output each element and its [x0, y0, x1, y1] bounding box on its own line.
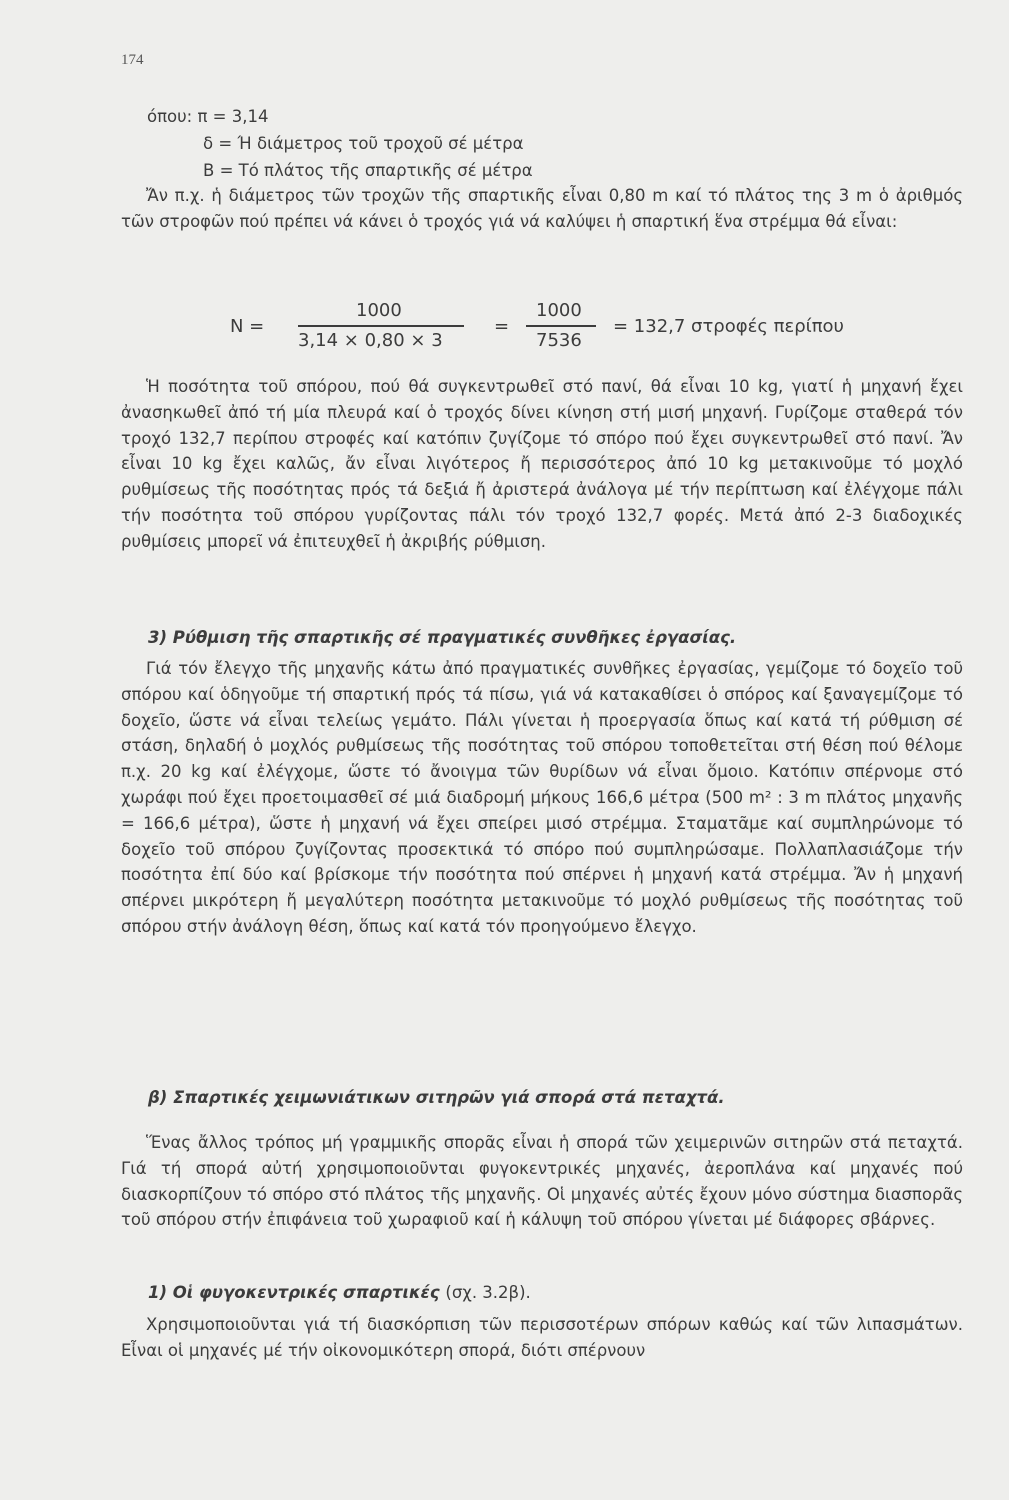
section-heading-3: 3) Ρύθμιση τῆς σπαρτικῆς σέ πραγματικές συνθῆκες ἐργασίας. [148, 628, 737, 647]
definition-delta: δ = Ή διάμετρος τοῦ τροχοῦ σέ μέτρα [203, 134, 524, 153]
figure-reference: (σχ. 3.2β). [445, 1283, 531, 1302]
revolutions-formula [228, 296, 928, 356]
formula-definitions [147, 103, 533, 184]
formula-result: = 132,7 στροφές περίπου [613, 316, 844, 337]
definition-b: Β = Τό πλάτος τῆς σπαρτικῆς σέ μέτρα [203, 161, 533, 180]
section-heading-1 [148, 1283, 531, 1302]
formula-numerator-2: 1000 [536, 300, 582, 321]
formula-denominator-2: 7536 [536, 330, 582, 351]
real-conditions-paragraph: Γιά τόν ἔλεγχο τῆς μηχανῆς κάτω ἀπό πραγματικές συνθῆκες ἐργασίας, γεμίζομε τό δοχεῖο τοῦ σπόρου καί ὁδηγοῦμε τή σπαρτική πρός τά πίσω, γιά νά κατακαθίσει ὁ σπόρος καί ξαναγεμίζομε τό δοχεῖο, ὥστε νά εἶναι τελείως γεμάτο. Πάλι γίνεται ἡ προεργασία ὅπως καί κατά τή ρύθμιση σέ στάση, δηλαδή ὁ μοχλός ρυθμίσεως τῆς ποσότητας τοῦ σπόρου τοποθετεῖται στή θέση πού θέλομε π.χ. 20 kg καί ἐλέγχομε, ὥστε τό ἄνοιγμα τῶν θυρίδων νά εἶναι ὅμοιο. Κατόπιν σπέρνομε στό χωράφι πού ἔχει προετοιμασθεῖ σέ μιά διαδρομή μήκους 166,6 μέτρα (500 m² : 3 m πλάτος μηχανῆς = 166,6 μέτρα), ὥστε ἡ μηχανή νά ἔχει σπείρει μισό στρέμμα. Σταματᾶμε καί συμπληρώνομε τό δοχεῖο τοῦ σπόρου ζυγίζοντας προσεκτικά τό σπόρο πού συμπληρώσαμε. Πολλαπλασιάζομε τήν ποσότητα ἐπί δύο καί βρίσκομε τήν ποσότητα πού σπέρνει ἡ μηχανή κατά στρέμμα. Ἄν ἡ μηχανή σπέρνει μικρότερη ἤ μεγαλύτερη ποσότητα μετακινοῦμε τό μοχλό ρυθμίσεως τῆς ποσότητας τοῦ σπόρου στήν ἀνάλογη θέση, ὅπως καί κατά τόν προηγούμενο ἔλεγχο. [121, 659, 963, 936]
broadcast-sowing-paragraph: Ἕνας ἄλλος τρόπος μή γραμμικῆς σπορᾶς εἶναι ἡ σπορά τῶν χειμερινῶν σιτηρῶν στά πεταχτά. Γιά τή σπορά αὐτή χρησιμοποιοῦνται φυγοκεντρικές μηχανές, ἀεροπλάνα καί μηχανές πού διασκορπίζουν τό σπόρο στό πλάτος τῆς μηχανῆς. Οἱ μηχανές αὐτές ἔχουν μόνο σύστημα διασπορᾶς τοῦ σπόρου στήν ἐπιφάνεια τοῦ χωραφιοῦ καί ἡ κάλυψη τοῦ σπόρου γίνεται μέ διάφορες σβάρνες. [121, 1133, 963, 1230]
centrifugal-paragraph: Χρησιμοποιοῦνται γιά τή διασκόρπιση τῶν περισσοτέρων σπόρων καθώς καί τῶν λιπασμάτων. Εἶναι οἱ μηχανές μέ τήν οἰκονομικότερη σπορά, διότι σπέρνουν [121, 1315, 963, 1360]
section-heading-beta: β) Σπαρτικές χειμωνιάτικων σιτηρῶν γιά σπορά στά πεταχτά. [148, 1088, 725, 1107]
formula-lhs: N = [230, 316, 265, 337]
page-number: 174 [121, 52, 144, 68]
definition-pi: όπου: π = 3,14 [147, 107, 269, 126]
section-heading-1-title: 1) Οἱ φυγοκεντρικές σπαρτικές [148, 1283, 440, 1302]
formula-equals: = [494, 316, 510, 337]
quantity-paragraph: Ἡ ποσότητα τοῦ σπόρου, πού θά συγκεντρωθεῖ στό πανί, θά εἶναι 10 kg, γιατί ἡ μηχανή ἔχει ἀνασηκωθεῖ ἀπό τή μία πλευρά καί ὁ τροχός δίνει κίνηση στή μισή μηχανή. Γυρίζομε σταθερά τόν τροχό 132,7 περίπου στροφές καί κατόπιν ζυγίζομε τό σπόρο πού ἔχει συγκεντρωθεῖ στό πανί. Ἄν εἶναι 10 kg ἔχει καλῶς, ἄν εἶναι λιγότερος ἤ περισσότερος ἀπό 10 kg μετακινοῦμε τό μοχλό ρυθμίσεως τῆς ποσότητας πρός τά δεξιά ἤ ἀριστερά ἀνάλογα μέ τήν περίπτωση καί ἐλέγχομε πάλι τήν ποσότητα τοῦ σπόρου γυρίζοντας πάλι τόν τροχό 132,7 φορές. Μετά ἀπό 2-3 διαδοχικές ρυθμίσεις μπορεῖ νά ἐπιτευχθεῖ ἡ ἀκριβής ρύθμιση. [121, 377, 963, 551]
example-paragraph: Ἄν π.χ. ἡ διάμετρος τῶν τροχῶν τῆς σπαρτικῆς εἶναι 0,80 m καί τό πλάτος της 3 m ὁ ἀριθμός τῶν στροφῶν πού πρέπει νά κάνει ὁ τροχός γιά νά καλύψει ἡ σπαρτική ἕνα στρέμμα θά εἶναι: [121, 186, 963, 231]
fraction-bar-1 [298, 325, 464, 327]
formula-numerator-1: 1000 [356, 300, 402, 321]
formula-denominator-1: 3,14 × 0,80 × 3 [298, 330, 443, 351]
fraction-bar-2 [526, 325, 596, 327]
